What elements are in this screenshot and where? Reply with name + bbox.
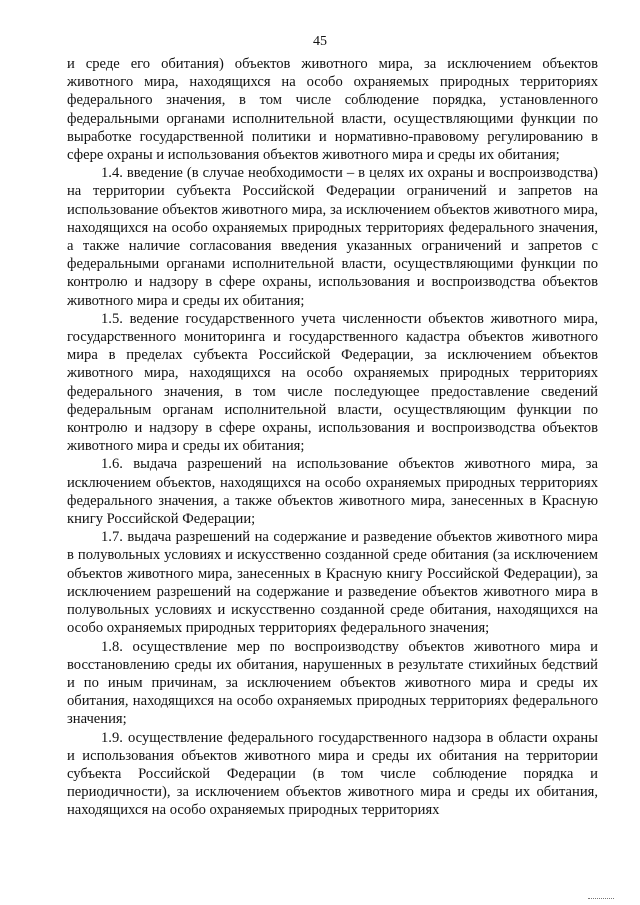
document-body bbox=[67, 55, 598, 820]
scan-artifact-mark bbox=[588, 898, 614, 903]
paragraph-1-7: 1.7. выдача разрешений на содержание и разведение объектов животного мира в полувольных условиях и искусственно созданной среде обитания (за исключением объектов животного мира, занесенных в Красную книгу Российской Федерации), за исключением разрешений на содержание и разведение объектов животного мира в полувольных условиях и искусственно созданной среде обитания, находящихся на особо охраняемых природных территориях федерального значения; bbox=[67, 529, 598, 637]
paragraph-1-4: 1.4. введение (в случае необходимости – в целях их охраны и воспроизводства) на территории субъекта Российской Федерации ограничений и запретов на использование объектов животного мира, за исключением объектов животного мира, находящихся на особо охраняемых природных территориях федерального значения, а также наличие согласования введения указанных ограничений и запретов с федеральными органами исполнительной власти, осуществляющими функции по контролю и надзору в сфере охраны, использования и воспроизводства объектов животного мира и среды их обитания; bbox=[67, 165, 598, 309]
paragraph-1-8: 1.8. осуществление мер по воспроизводству объектов животного мира и восстановлению среды их обитания, нарушенных в результате стихийных бедствий и по иным причинам, за исключением объектов животного мира и среды их обитания, находящихся на особо охраняемых природных территориях федерального значения; bbox=[67, 638, 598, 728]
page-number: 45 bbox=[313, 34, 327, 49]
paragraph-1-9: 1.9. осуществление федерального государственного надзора в области охраны и использования объектов животного мира и среды их обитания на территории субъекта Российской Федерации (в том числе соблюдение порядка и периодичности), за исключением объектов животного мира и среды их обитания, находящихся на особо охраняемых природных территориях bbox=[67, 729, 598, 819]
paragraph-1-continuation: и среде его обитания) объектов животного мира, за исключением объектов животного мира, находящихся на особо охраняемых природных территориях федерального значения, в том числе соблюдение порядка, установленного федеральными органами исполнительной власти, осуществляющими функции по выработке государственной политики и нормативно-правовому регулированию в сфере охраны и использования объектов животного мира и среды их обитания; bbox=[67, 56, 598, 164]
paragraph-1-6: 1.6. выдача разрешений на использование объектов животного мира, за исключением объектов, находящихся на особо охраняемых природных территориях федерального значения, а также объектов животного мира, занесенных в Красную книгу Российской Федерации; bbox=[67, 456, 598, 528]
paragraph-1-5: 1.5. ведение государственного учета численности объектов животного мира, государственного мониторинга и государственного кадастра объектов животного мира в пределах субъекта Российской Федерации, за исключением объектов животного мира, находящихся на особо охраняемых природных территориях федерального значения, в том числе последующее предоставление сведений федеральным органам исполнительной власти, осуществляющим функции по контролю и надзору в сфере охраны, использования и воспроизводства объектов животного мира и среды их обитания; bbox=[67, 310, 598, 455]
